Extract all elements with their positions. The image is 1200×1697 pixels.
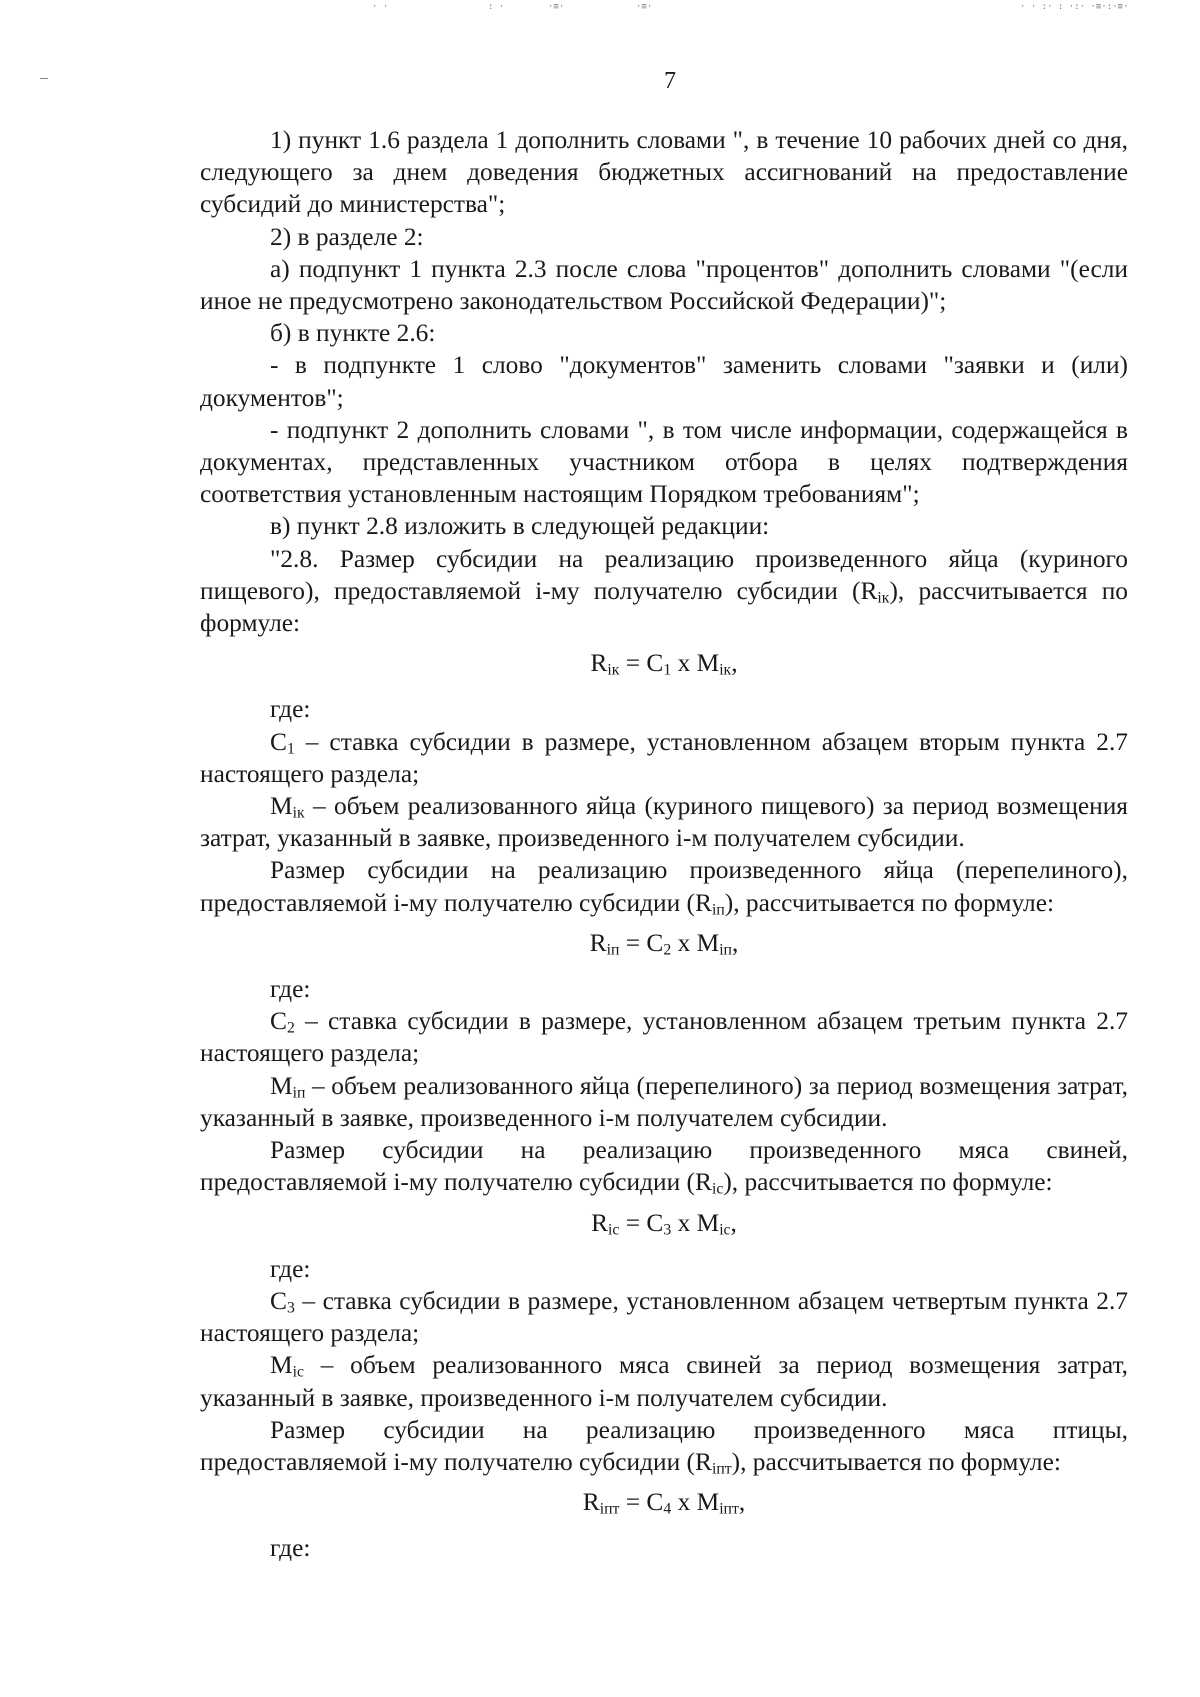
paragraph — [200, 1070, 1128, 1134]
paragraph-tail: ), рассчитывается по формуле: — [724, 888, 1055, 917]
formula-subscript: iк — [607, 661, 620, 679]
paragraph — [200, 414, 1128, 511]
formula-subscript: 1 — [663, 661, 672, 679]
formula-subscript: iп — [719, 941, 732, 959]
paragraph-tail: – ставка субсидии в размере, установленном абзацем вторым пункта 2.7 настоящего раздела; — [200, 727, 1128, 788]
formula-term: x M — [671, 1488, 720, 1517]
subscript: iк — [877, 589, 890, 607]
paragraph-text: C — [270, 1007, 287, 1036]
paragraph — [200, 1414, 1128, 1478]
formula-subscript: 4 — [663, 1500, 672, 1518]
paragraph-text: C — [270, 727, 287, 756]
paragraph — [200, 1253, 1128, 1285]
formula-subscript: 2 — [663, 941, 672, 959]
paragraph-tail: – объем реализованного яйца (перепелиного) за период возмещения затрат, указанный в заявке, произведенного i-м получателем субсидии. — [200, 1071, 1128, 1132]
formula-subscript: iпт — [599, 1500, 620, 1518]
subscript: 3 — [286, 1299, 295, 1317]
formula-term: = C — [619, 649, 664, 678]
subscript: iп — [292, 1084, 306, 1102]
subscript: iк — [292, 804, 305, 822]
formula-term: , — [731, 928, 739, 957]
formula — [200, 1478, 1128, 1532]
paragraph-text: где: — [270, 1254, 311, 1283]
paragraph — [200, 510, 1128, 542]
paragraph — [200, 317, 1128, 349]
paragraph-text: где: — [270, 695, 311, 724]
subscript: 1 — [286, 740, 295, 758]
paragraph-tail: – ставка субсидии в размере, установленном абзацем третьим пункта 2.7 настоящего раздела; — [200, 1007, 1128, 1068]
paragraph-text: M — [270, 792, 293, 821]
paragraph-text: - подпункт 2 дополнить словами ", в том числе информации, содержащейся в документах, представленных участником отбора в целях подтверждения соответствия установленным настоящим Порядком требованиям"; — [200, 415, 1128, 509]
formula-subscript: iс — [608, 1220, 620, 1238]
paragraph — [200, 1349, 1128, 1413]
subscript: iс — [711, 1180, 724, 1198]
paragraph — [200, 726, 1128, 790]
formula-subscript: iк — [719, 661, 732, 679]
paragraph — [200, 693, 1128, 725]
subscript: iпт — [711, 1460, 732, 1478]
formula-subscript: iс — [719, 1220, 731, 1238]
formula-term: x M — [671, 1208, 720, 1237]
paragraph — [200, 1005, 1128, 1069]
formula-term: , — [731, 649, 738, 678]
paragraph-text: а) подпункт 1 пункта 2.3 после слова "процентов" дополнить словами "(если иное не предусмотрено законодательством Российской Федерации)"; — [200, 254, 1128, 316]
formula-term: R — [591, 1208, 609, 1237]
paragraph — [200, 124, 1128, 221]
paragraph-text: M — [270, 1351, 293, 1380]
formula-term: , — [738, 1488, 746, 1517]
formula-subscript: 3 — [663, 1220, 672, 1238]
paragraph-tail: – ставка субсидии в размере, установленном абзацем четвертым пункта 2.7 настоящего раздела; — [200, 1286, 1128, 1348]
formula-term: x M — [671, 928, 720, 957]
subscript: 2 — [286, 1019, 295, 1037]
paragraph-text: M — [270, 1071, 293, 1100]
paragraph — [200, 221, 1128, 253]
paragraph — [200, 790, 1128, 854]
paragraph-tail: – объем реализованного яйца (куриного пищевого) за период возмещения затрат, указанный в заявке, произведенного i-м получателем субсидии. — [200, 792, 1128, 853]
formula-term: R — [589, 928, 607, 957]
formula-term: x M — [671, 649, 720, 678]
formula-term: R — [582, 1488, 600, 1517]
paragraph-text: где: — [270, 975, 311, 1004]
formula — [200, 1199, 1128, 1253]
paragraph — [200, 854, 1128, 918]
paragraph-text: "2.8. Размер субсидии на реализацию произведенного яйца (куриного пищевого), предоставляемой i-му получателю субсидии (R — [200, 544, 1128, 605]
formula-term: , — [730, 1208, 737, 1237]
paragraph-tail: – объем реализованного мяса свиней за период возмещения затрат, указанный в заявке, произведенного i-м получателем субсидии. — [200, 1351, 1128, 1412]
page-number: 7 — [664, 68, 676, 94]
paragraph — [200, 1285, 1128, 1349]
paragraph-text: в) пункт 2.8 изложить в следующей редакции: — [270, 512, 770, 541]
paragraph — [200, 1134, 1128, 1198]
paragraph — [200, 543, 1128, 640]
paragraph-text: Размер субсидии на реализацию произведенного мяса птицы, предоставляемой i-му получателю субсидии (R — [200, 1415, 1128, 1476]
subscript: iп — [711, 901, 725, 919]
paragraph-text: - в подпункте 1 слово "документов" заменить словами "заявки и (или) документов"; — [200, 351, 1128, 412]
paragraph-text: Размер субсидии на реализацию произведенного яйца (перепелиного), предоставляемой i-му получателю субсидии (R — [200, 856, 1128, 917]
paragraph-tail: ), рассчитывается по формуле: — [200, 576, 1128, 638]
subscript: iс — [292, 1363, 304, 1381]
paragraph-text: где: — [270, 1534, 311, 1563]
formula-subscript: iп — [606, 941, 620, 959]
formula-term: = C — [619, 1208, 664, 1237]
paragraph — [200, 253, 1128, 317]
paragraph-tail: ), рассчитывается по формуле: — [731, 1447, 1061, 1476]
formula-term: = C — [619, 1488, 664, 1517]
paragraph-tail: ), рассчитывается по формуле: — [723, 1168, 1053, 1197]
paragraph-text: б) в пункте 2.6: — [270, 319, 436, 348]
paragraph — [200, 349, 1128, 413]
formula — [200, 639, 1128, 693]
paragraph-text: Размер субсидии на реализацию произведенного мяса свиней, предоставляемой i-му получателю субсидии (R — [200, 1136, 1128, 1197]
paragraph-text: 2) в разделе 2: — [270, 222, 424, 251]
scan-edge-mark — [40, 78, 48, 79]
paragraph-text: C — [270, 1286, 287, 1315]
formula — [200, 919, 1128, 973]
formula-term: = C — [619, 928, 664, 957]
formula-subscript: iпт — [719, 1500, 739, 1518]
scan-artifacts: · · : · ·≡· ·≡· · · :· : ·:· ·≡·:·≡· — [372, 2, 1129, 12]
paragraph-text: 1) пункт 1.6 раздела 1 дополнить словами ", в течение 10 рабочих дней со дня, следующего за днем доведения бюджетных ассигнований на предоставление субсидий до министерства"; — [200, 126, 1128, 219]
document-body — [200, 124, 1128, 1565]
paragraph — [200, 1532, 1128, 1564]
paragraph — [200, 973, 1128, 1005]
formula-term: R — [590, 649, 608, 678]
